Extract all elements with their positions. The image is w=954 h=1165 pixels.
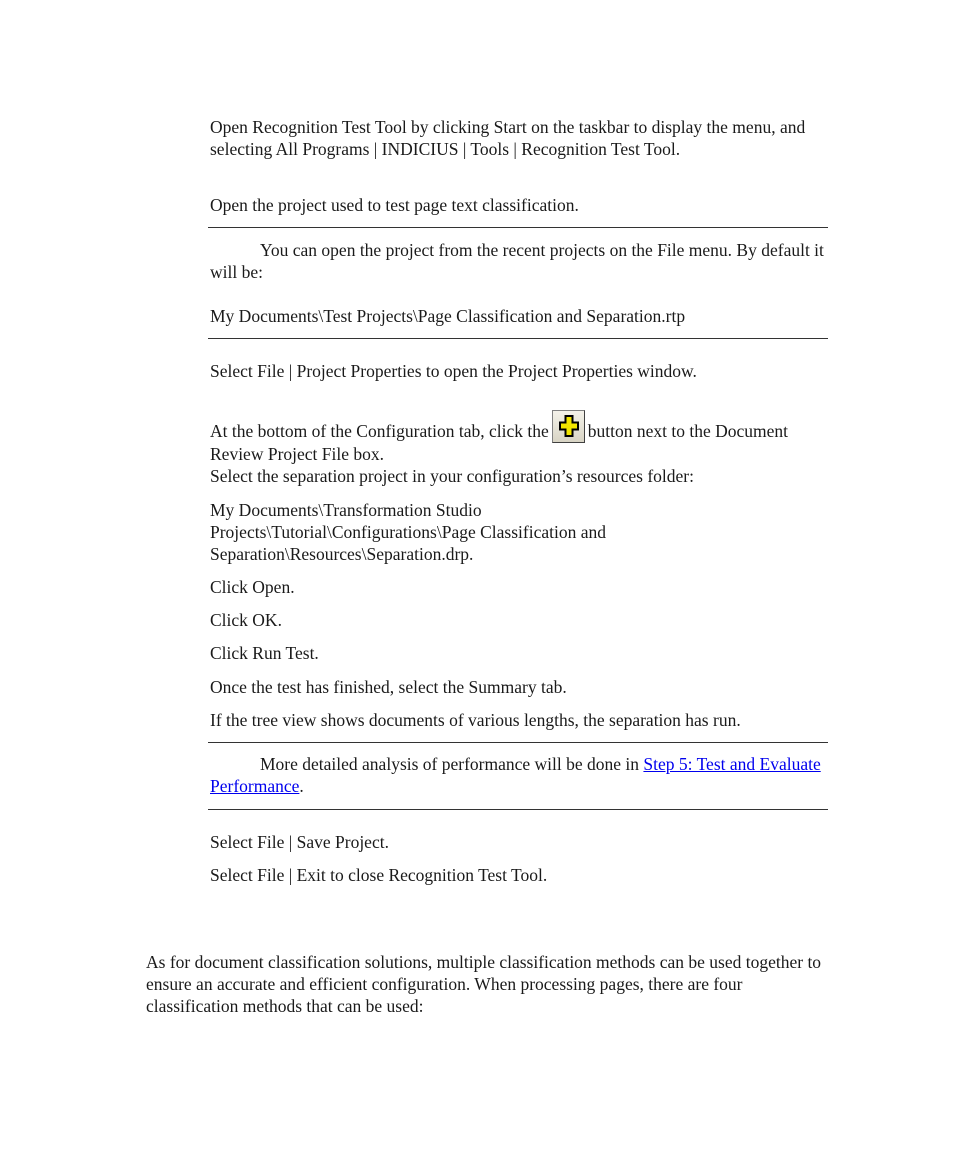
step-configuration-tab	[210, 410, 830, 465]
classification-methods-intro: As for document classification solutions, multiple classification methods can be used together to ensure an accurate and efficient configuration. When processing pages, there are four classification methods that can be used:	[146, 952, 822, 1016]
step-summary-tab: Once the test has finished, select the Summary tab.	[210, 677, 567, 697]
step-tree-view: If the tree view shows documents of various lengths, the separation has run.	[210, 710, 741, 730]
step-click-run-test: Click Run Test.	[210, 643, 319, 663]
step-configuration-text-after: button next to the Document Review Project File box.	[210, 421, 788, 464]
step-click-ok: Click OK.	[210, 610, 282, 630]
step-open-tool: Open Recognition Test Tool by clicking Start on the taskbar to display the menu, and selecting All Programs | INDICIUS | Tools | Recognition Test Tool.	[210, 117, 806, 159]
step-save-project: Select File | Save Project.	[210, 832, 389, 852]
note-divider-bottom	[208, 338, 828, 339]
add-file-button[interactable]	[552, 410, 585, 443]
note-divider-top	[208, 227, 828, 228]
note-detailed-analysis-end: .	[299, 776, 304, 796]
note-detailed-analysis-text: More detailed analysis of performance will be done in	[260, 754, 644, 774]
note-detailed-analysis	[210, 753, 830, 797]
note2-divider-bottom	[208, 809, 828, 810]
step-exit-tool: Select File | Exit to close Recognition Test Tool.	[210, 865, 548, 885]
step5-test-evaluate-link[interactable]: Step 5: Test and Evaluate Performance	[210, 754, 821, 796]
note2-divider-top	[208, 742, 828, 743]
step-click-open: Click Open.	[210, 577, 295, 597]
step-configuration-text-before: At the bottom of the Configuration tab, click the	[210, 421, 549, 441]
plus-icon	[559, 415, 579, 437]
step-project-properties: Select File | Project Properties to open the Project Properties window.	[210, 361, 697, 381]
note-recent-projects: You can open the project from the recent projects on the File menu. By default it will be:	[210, 240, 824, 282]
separation-project-path: My Documents\Transformation Studio Projects\Tutorial\Configurations\Page Classification and Separation\Resources\Separation.drp.	[210, 500, 606, 564]
note-project-path: My Documents\Test Projects\Page Classification and Separation.rtp	[210, 306, 686, 326]
step-open-project: Open the project used to test page text classification.	[210, 195, 579, 215]
step-select-separation: Select the separation project in your configuration’s resources folder:	[210, 466, 695, 486]
